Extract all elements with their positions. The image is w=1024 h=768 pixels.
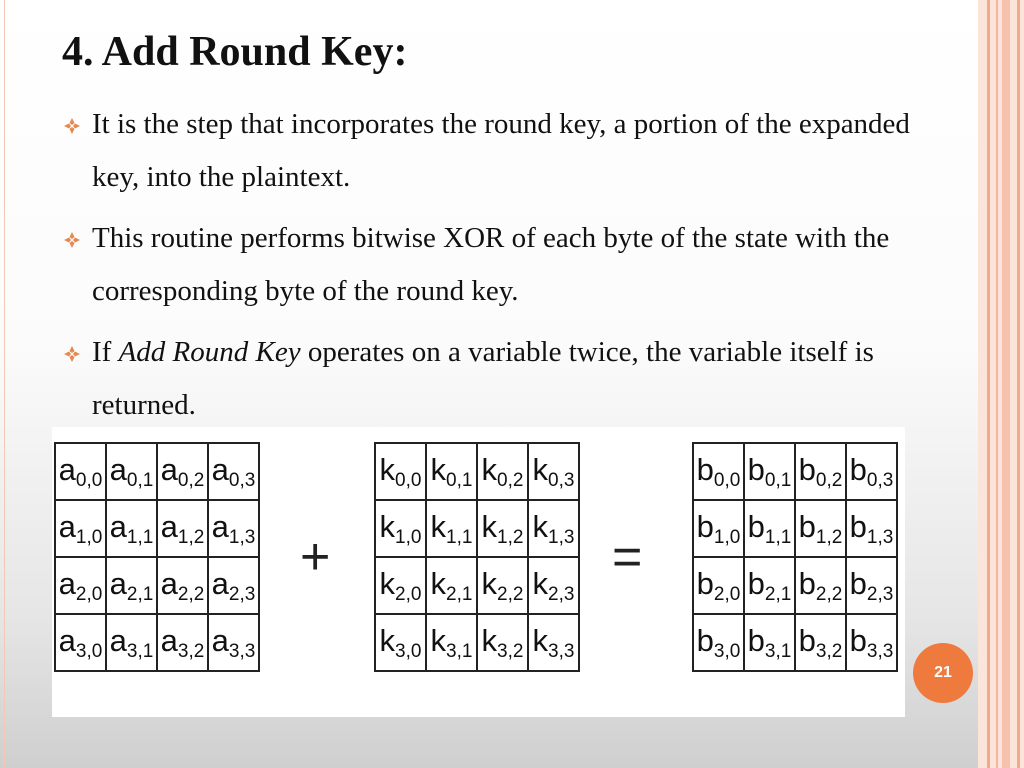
matrix-cell	[157, 500, 208, 557]
cell-letter: b	[849, 508, 867, 544]
cell-subscript: 3,3	[548, 640, 575, 662]
cell-subscript: 2,1	[764, 583, 792, 605]
matrix-cell	[55, 614, 106, 671]
cell-subscript: 0,0	[395, 469, 422, 491]
cell-letter: a	[109, 565, 127, 601]
cell-subscript: 3,0	[395, 640, 422, 662]
cell-subscript: 2,1	[446, 583, 473, 605]
matrix-cell	[106, 500, 157, 557]
matrix-cell	[106, 443, 157, 500]
cell-subscript: 1,2	[815, 526, 843, 548]
matrix-cell	[528, 443, 579, 500]
cell-subscript: 0,1	[126, 469, 154, 491]
cell-subscript: 3,1	[126, 640, 154, 662]
cell-subscript: 3,1	[446, 640, 473, 662]
equals-sign: =	[612, 528, 643, 586]
cell-letter: a	[109, 508, 127, 544]
cell-letter: k	[481, 508, 498, 544]
cell-letter: b	[747, 508, 765, 544]
cell-letter: a	[211, 508, 229, 544]
matrix-cell	[744, 614, 795, 671]
cell-subscript: 2,2	[497, 583, 524, 605]
cell-subscript: 3,3	[228, 640, 256, 662]
cell-subscript: 0,1	[764, 469, 792, 491]
bullet-item	[62, 98, 942, 204]
cell-subscript: 0,1	[446, 469, 473, 491]
matrix-row	[693, 557, 897, 614]
cell-letter: k	[430, 565, 447, 601]
cell-subscript: 3,1	[764, 640, 792, 662]
cell-subscript: 2,0	[395, 583, 422, 605]
diamond-bullet-icon	[62, 344, 82, 364]
cell-subscript: 3,2	[497, 640, 524, 662]
cell-letter: k	[430, 508, 447, 544]
cell-subscript: 2,0	[75, 583, 103, 605]
state-matrix	[54, 442, 260, 672]
cell-subscript: 2,0	[713, 583, 741, 605]
matrix-row	[375, 443, 579, 500]
cell-letter: k	[481, 451, 498, 487]
cell-letter: k	[379, 508, 396, 544]
cell-letter: k	[379, 622, 396, 658]
matrix-row	[375, 614, 579, 671]
matrix-cell	[157, 614, 208, 671]
matrix-cell	[426, 557, 477, 614]
cell-letter: k	[532, 622, 549, 658]
matrix-cell	[157, 443, 208, 500]
cell-subscript: 1,3	[228, 526, 256, 548]
matrix-row	[375, 500, 579, 557]
cell-subscript: 1,2	[497, 526, 524, 548]
cell-letter: a	[211, 565, 229, 601]
cell-letter: b	[798, 508, 816, 544]
cell-subscript: 1,2	[177, 526, 205, 548]
cell-letter: k	[532, 451, 549, 487]
cell-subscript: 1,3	[866, 526, 894, 548]
cell-letter: a	[160, 622, 178, 658]
matrix-cell	[426, 500, 477, 557]
bullet-item	[62, 326, 942, 432]
cell-letter: k	[481, 565, 498, 601]
matrix-cell	[55, 557, 106, 614]
cell-letter: b	[798, 622, 816, 658]
matrix-cell	[795, 614, 846, 671]
matrix-cell	[846, 443, 897, 500]
slide-title: 4. Add Round Key:	[62, 29, 408, 75]
cell-subscript: 0,2	[497, 469, 524, 491]
cell-subscript: 3,0	[75, 640, 103, 662]
cell-subscript: 3,2	[815, 640, 843, 662]
matrix-cell	[846, 557, 897, 614]
cell-letter: k	[532, 565, 549, 601]
cell-subscript: 1,0	[75, 526, 103, 548]
cell-subscript: 0,3	[228, 469, 256, 491]
stripe	[1002, 0, 1010, 768]
matrix-cell	[477, 500, 528, 557]
cell-subscript: 2,3	[866, 583, 894, 605]
stripe	[1017, 0, 1020, 768]
add-round-key-figure	[52, 427, 905, 717]
cell-subscript: 1,1	[764, 526, 792, 548]
cell-letter: k	[481, 622, 498, 658]
matrix-cell	[375, 614, 426, 671]
matrix-cell	[106, 614, 157, 671]
matrix-cell	[693, 443, 744, 500]
bullet-list	[62, 98, 942, 440]
matrix-cell	[208, 500, 259, 557]
bullet-item	[62, 212, 942, 318]
matrix-row	[693, 614, 897, 671]
matrix-cell	[426, 443, 477, 500]
cell-letter: b	[798, 451, 816, 487]
round-key-matrix	[374, 442, 580, 672]
cell-subscript: 2,1	[126, 583, 154, 605]
matrix-cell	[157, 557, 208, 614]
bullet-text-before: If	[92, 336, 119, 368]
cell-subscript: 2,3	[548, 583, 575, 605]
cell-letter: b	[747, 565, 765, 601]
cell-subscript: 3,3	[866, 640, 894, 662]
matrix-cell	[208, 614, 259, 671]
matrix-cell	[477, 614, 528, 671]
left-border-line	[4, 0, 5, 768]
matrix-cell	[55, 443, 106, 500]
cell-letter: b	[696, 508, 714, 544]
matrix-cell	[744, 500, 795, 557]
matrix-cell	[744, 443, 795, 500]
matrix-cell	[375, 557, 426, 614]
cell-letter: a	[58, 451, 76, 487]
cell-subscript: 1,0	[713, 526, 741, 548]
cell-letter: k	[532, 508, 549, 544]
cell-subscript: 3,2	[177, 640, 205, 662]
matrix-cell	[477, 443, 528, 500]
matrix-cell	[477, 557, 528, 614]
diamond-bullet-icon	[62, 230, 82, 250]
matrix-cell	[693, 557, 744, 614]
page-number-badge: 21	[913, 643, 973, 703]
matrix-row	[55, 614, 259, 671]
cell-letter: b	[849, 451, 867, 487]
cell-subscript: 0,0	[75, 469, 103, 491]
cell-letter: a	[211, 451, 229, 487]
output-matrix	[692, 442, 898, 672]
matrix-cell	[208, 443, 259, 500]
cell-letter: b	[696, 565, 714, 601]
cell-letter: k	[379, 451, 396, 487]
cell-subscript: 0,2	[815, 469, 843, 491]
cell-subscript: 1,1	[446, 526, 473, 548]
cell-letter: a	[211, 622, 229, 658]
matrix-cell	[528, 557, 579, 614]
cell-letter: a	[58, 565, 76, 601]
stripe	[996, 0, 998, 768]
cell-letter: b	[849, 565, 867, 601]
cell-letter: b	[696, 622, 714, 658]
matrix-row	[375, 557, 579, 614]
cell-subscript: 3,0	[713, 640, 741, 662]
matrix-cell	[426, 614, 477, 671]
matrix-row	[693, 443, 897, 500]
cell-letter: k	[379, 565, 396, 601]
matrix-cell	[846, 500, 897, 557]
matrix-row	[693, 500, 897, 557]
cell-letter: k	[430, 451, 447, 487]
cell-letter: a	[58, 622, 76, 658]
cell-subscript: 1,0	[395, 526, 422, 548]
cell-letter: a	[109, 451, 127, 487]
matrix-cell	[693, 500, 744, 557]
matrix-cell	[795, 443, 846, 500]
stripe	[987, 0, 990, 768]
matrix-cell	[795, 557, 846, 614]
cell-letter: b	[849, 622, 867, 658]
cell-letter: b	[747, 451, 765, 487]
matrix-row	[55, 557, 259, 614]
bullet-text-after: operates on a variable twice, the variable itself is returned.	[92, 336, 874, 421]
diamond-bullet-icon	[62, 116, 82, 136]
matrix-cell	[375, 500, 426, 557]
matrix-cell	[208, 557, 259, 614]
cell-subscript: 2,2	[177, 583, 205, 605]
cell-letter: a	[160, 565, 178, 601]
cell-subscript: 0,3	[548, 469, 575, 491]
cell-letter: a	[160, 508, 178, 544]
bullet-text: It is the step that incorporates the round key, a portion of the expanded key, into the plaintext.	[92, 108, 910, 193]
bullet-text-emphasis: Add Round Key	[118, 336, 301, 368]
bullet-text: This routine performs bitwise XOR of each byte of the state with the corresponding byte of the round key.	[92, 222, 890, 307]
cell-letter: b	[798, 565, 816, 601]
matrix-cell	[795, 500, 846, 557]
plus-sign: +	[300, 528, 331, 586]
decorative-stripes	[978, 0, 1024, 768]
matrix-cell	[55, 500, 106, 557]
cell-subscript: 2,3	[228, 583, 256, 605]
matrix-cell	[744, 557, 795, 614]
matrix-row	[55, 500, 259, 557]
cell-subscript: 1,1	[126, 526, 154, 548]
matrix-cell	[375, 443, 426, 500]
matrix-row	[55, 443, 259, 500]
cell-letter: a	[58, 508, 76, 544]
matrix-cell	[528, 614, 579, 671]
cell-subscript: 0,0	[713, 469, 741, 491]
cell-letter: k	[430, 622, 447, 658]
cell-subscript: 2,2	[815, 583, 843, 605]
matrix-cell	[846, 614, 897, 671]
cell-letter: a	[109, 622, 127, 658]
matrix-cell	[528, 500, 579, 557]
matrix-cell	[106, 557, 157, 614]
cell-letter: a	[160, 451, 178, 487]
cell-subscript: 0,2	[177, 469, 205, 491]
cell-letter: b	[696, 451, 714, 487]
cell-subscript: 1,3	[548, 526, 575, 548]
cell-letter: b	[747, 622, 765, 658]
matrix-cell	[693, 614, 744, 671]
cell-subscript: 0,3	[866, 469, 894, 491]
